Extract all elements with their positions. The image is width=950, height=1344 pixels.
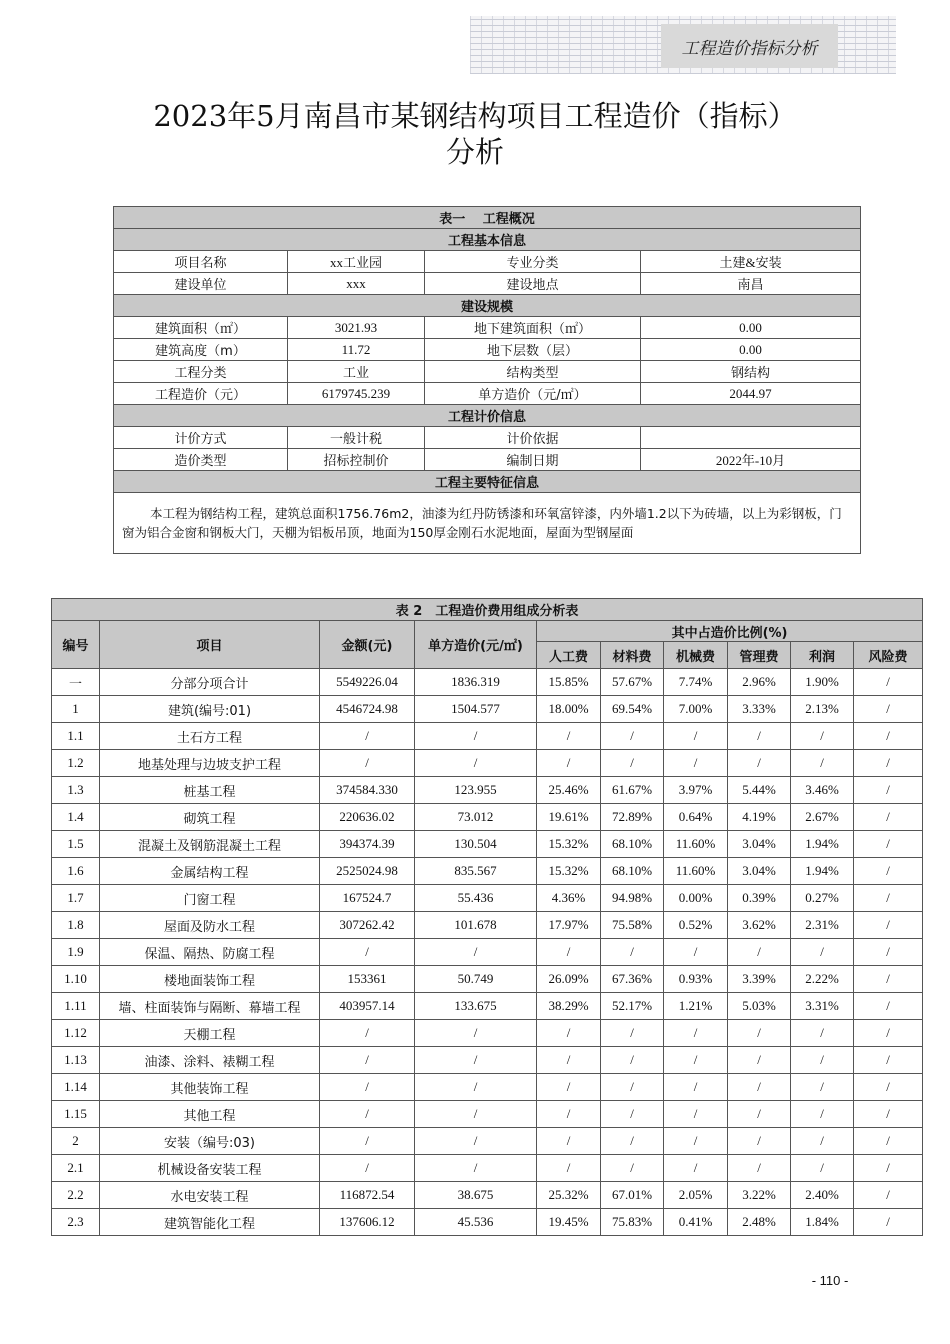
row-labor: 19.45%	[537, 1209, 601, 1236]
row-machine: /	[664, 1074, 728, 1101]
row-material: /	[601, 1155, 664, 1182]
basic-info-value: 南昌	[641, 273, 861, 295]
row-machine: 0.93%	[664, 966, 728, 993]
row-unit-cost: 50.749	[415, 966, 537, 993]
table-row	[52, 993, 923, 1020]
row-amount: /	[320, 1074, 415, 1101]
scale-value: 6179745.239	[288, 383, 425, 405]
row-unit-cost: /	[415, 1047, 537, 1074]
row-material: /	[601, 1128, 664, 1155]
row-no: 1.7	[52, 885, 100, 912]
page-number: - 110 -	[811, 1273, 849, 1288]
row-machine: 0.00%	[664, 885, 728, 912]
row-labor: 15.32%	[537, 831, 601, 858]
row-item: 分部分项合计	[100, 669, 320, 696]
table-row	[114, 339, 861, 361]
row-unit-cost: 1504.577	[415, 696, 537, 723]
row-material: /	[601, 1101, 664, 1128]
features-heading: 工程主要特征信息	[114, 471, 861, 493]
row-item: 水电安装工程	[100, 1182, 320, 1209]
row-labor: /	[537, 1128, 601, 1155]
row-profit: 1.90%	[791, 669, 854, 696]
row-risk: /	[854, 885, 923, 912]
row-amount: 116872.54	[320, 1182, 415, 1209]
row-risk: /	[854, 912, 923, 939]
title-line-1: 2023年5月南昌市某钢结构项目工程造价（指标）	[153, 99, 797, 133]
table-row	[114, 251, 861, 273]
row-profit: /	[791, 1128, 854, 1155]
row-item: 其他装饰工程	[100, 1074, 320, 1101]
row-profit: /	[791, 939, 854, 966]
scale-label: 工程分类	[114, 361, 288, 383]
row-amount: 403957.14	[320, 993, 415, 1020]
row-unit-cost: /	[415, 1101, 537, 1128]
row-profit: /	[791, 723, 854, 750]
row-amount: 394374.39	[320, 831, 415, 858]
row-machine: /	[664, 723, 728, 750]
row-material: 68.10%	[601, 831, 664, 858]
row-unit-cost: /	[415, 1020, 537, 1047]
row-profit: /	[791, 1047, 854, 1074]
row-no: 1.14	[52, 1074, 100, 1101]
row-management: 3.39%	[728, 966, 791, 993]
row-management: /	[728, 1020, 791, 1047]
row-risk: /	[854, 1128, 923, 1155]
row-risk: /	[854, 723, 923, 750]
row-item: 油漆、涂料、裱糊工程	[100, 1047, 320, 1074]
row-risk: /	[854, 777, 923, 804]
pricing-label: 计价依据	[425, 427, 641, 449]
scale-label: 结构类型	[425, 361, 641, 383]
pricing-label: 计价方式	[114, 427, 288, 449]
row-amount: 153361	[320, 966, 415, 993]
row-material: 57.67%	[601, 669, 664, 696]
row-item: 混凝土及钢筋混凝土工程	[100, 831, 320, 858]
row-machine: /	[664, 750, 728, 777]
row-material: 67.01%	[601, 1182, 664, 1209]
row-no: 1.12	[52, 1020, 100, 1047]
header-unit-cost: 单方造价(元/㎡)	[415, 621, 537, 669]
row-risk: /	[854, 858, 923, 885]
row-labor: 15.32%	[537, 858, 601, 885]
row-profit: 2.31%	[791, 912, 854, 939]
table-row	[52, 1101, 923, 1128]
table-row	[52, 1128, 923, 1155]
row-risk: /	[854, 669, 923, 696]
table-row	[52, 696, 923, 723]
row-item: 砌筑工程	[100, 804, 320, 831]
row-unit-cost: 1836.319	[415, 669, 537, 696]
row-material: 75.58%	[601, 912, 664, 939]
row-profit: 2.40%	[791, 1182, 854, 1209]
basic-info-value: xx工业园	[288, 251, 425, 273]
table-row	[52, 1155, 923, 1182]
row-unit-cost: /	[415, 1074, 537, 1101]
basic-info-label: 建设地点	[425, 273, 641, 295]
row-no: 1.13	[52, 1047, 100, 1074]
row-labor: /	[537, 1020, 601, 1047]
row-profit: 0.27%	[791, 885, 854, 912]
row-management: 2.96%	[728, 669, 791, 696]
row-amount: 307262.42	[320, 912, 415, 939]
row-profit: /	[791, 1074, 854, 1101]
header-no: 编号	[52, 621, 100, 669]
row-material: 72.89%	[601, 804, 664, 831]
row-material: 69.54%	[601, 696, 664, 723]
row-unit-cost: 38.675	[415, 1182, 537, 1209]
page-title	[60, 98, 890, 170]
section-label: 工程造价指标分析	[661, 24, 838, 68]
table-row	[52, 966, 923, 993]
table-row	[52, 885, 923, 912]
project-overview-table	[113, 206, 861, 554]
table2-caption: 表 2 工程造价费用组成分析表	[52, 599, 923, 621]
row-labor: 18.00%	[537, 696, 601, 723]
row-risk: /	[854, 831, 923, 858]
row-item: 地基处理与边坡支护工程	[100, 750, 320, 777]
row-item: 屋面及防水工程	[100, 912, 320, 939]
row-amount: 137606.12	[320, 1209, 415, 1236]
row-item: 门窗工程	[100, 885, 320, 912]
row-machine: 11.60%	[664, 831, 728, 858]
pricing-value: 招标控制价	[288, 449, 425, 471]
title-line-2: 分析	[445, 135, 504, 169]
row-machine: 7.74%	[664, 669, 728, 696]
row-management: 2.48%	[728, 1209, 791, 1236]
row-management: 0.39%	[728, 885, 791, 912]
row-material: 52.17%	[601, 993, 664, 1020]
pricing-label: 造价类型	[114, 449, 288, 471]
table-row	[52, 858, 923, 885]
row-profit: /	[791, 1155, 854, 1182]
row-labor: 25.32%	[537, 1182, 601, 1209]
scale-label: 地下层数（层）	[425, 339, 641, 361]
row-amount: /	[320, 1020, 415, 1047]
row-material: 61.67%	[601, 777, 664, 804]
row-no: 1.1	[52, 723, 100, 750]
row-machine: 0.41%	[664, 1209, 728, 1236]
table-row	[114, 383, 861, 405]
scale-value: 11.72	[288, 339, 425, 361]
scale-label: 地下建筑面积（㎡）	[425, 317, 641, 339]
row-profit: /	[791, 1020, 854, 1047]
row-management: 4.19%	[728, 804, 791, 831]
table-row	[52, 1020, 923, 1047]
row-labor: /	[537, 939, 601, 966]
row-no: 2.3	[52, 1209, 100, 1236]
row-management: 3.62%	[728, 912, 791, 939]
row-unit-cost: 55.436	[415, 885, 537, 912]
features-text: 本工程为钢结构工程，建筑总面积1756.76m2，油漆为红丹防锈漆和环氧富锌漆，内外墙1.2以下为砖墙，以上为彩钢板，门窗为铝合金窗和钢板大门，天棚为铝板吊顶，地面为150厚金刚石水泥地面，屋面为型钢屋面	[114, 493, 861, 554]
scale-value: 钢结构	[641, 361, 861, 383]
row-machine: 7.00%	[664, 696, 728, 723]
row-labor: /	[537, 750, 601, 777]
table-row	[52, 723, 923, 750]
row-unit-cost: 133.675	[415, 993, 537, 1020]
row-machine: 11.60%	[664, 858, 728, 885]
scale-label: 建筑面积（㎡）	[114, 317, 288, 339]
scale-label: 建筑高度（m）	[114, 339, 288, 361]
row-management: 3.33%	[728, 696, 791, 723]
row-no: 1.10	[52, 966, 100, 993]
pricing-value: 2022年-10月	[641, 449, 861, 471]
row-no: 1.15	[52, 1101, 100, 1128]
table-row	[114, 361, 861, 383]
table-row	[52, 1209, 923, 1236]
row-machine: 0.52%	[664, 912, 728, 939]
row-management: 3.04%	[728, 831, 791, 858]
header-item: 项目	[100, 621, 320, 669]
row-unit-cost: /	[415, 723, 537, 750]
row-no: 2.1	[52, 1155, 100, 1182]
row-material: 67.36%	[601, 966, 664, 993]
table-row	[52, 1182, 923, 1209]
table-row	[114, 317, 861, 339]
row-unit-cost: 130.504	[415, 831, 537, 858]
row-no: 2.2	[52, 1182, 100, 1209]
row-labor: /	[537, 723, 601, 750]
row-risk: /	[854, 750, 923, 777]
row-machine: 0.64%	[664, 804, 728, 831]
cost-composition-table	[51, 598, 923, 1236]
header-labor: 人工费	[537, 642, 601, 669]
row-management: 5.03%	[728, 993, 791, 1020]
row-management: /	[728, 1101, 791, 1128]
header-amount: 金额(元)	[320, 621, 415, 669]
row-machine: /	[664, 939, 728, 966]
row-risk: /	[854, 1047, 923, 1074]
row-risk: /	[854, 1074, 923, 1101]
row-management: 3.22%	[728, 1182, 791, 1209]
row-management: /	[728, 750, 791, 777]
row-no: 1.9	[52, 939, 100, 966]
row-amount: 4546724.98	[320, 696, 415, 723]
row-risk: /	[854, 1101, 923, 1128]
row-management: /	[728, 1074, 791, 1101]
row-amount: /	[320, 1128, 415, 1155]
row-material: /	[601, 1020, 664, 1047]
row-machine: /	[664, 1155, 728, 1182]
table-row	[52, 939, 923, 966]
row-no: 1.8	[52, 912, 100, 939]
row-unit-cost: 123.955	[415, 777, 537, 804]
row-item: 建筑(编号:01)	[100, 696, 320, 723]
row-labor: 4.36%	[537, 885, 601, 912]
table-row	[52, 1047, 923, 1074]
row-unit-cost: /	[415, 1155, 537, 1182]
row-management: 3.04%	[728, 858, 791, 885]
row-profit: 3.31%	[791, 993, 854, 1020]
row-no: 1	[52, 696, 100, 723]
row-profit: 2.67%	[791, 804, 854, 831]
row-machine: 3.97%	[664, 777, 728, 804]
table-row	[52, 669, 923, 696]
row-unit-cost: 101.678	[415, 912, 537, 939]
table-row	[52, 777, 923, 804]
row-item: 金属结构工程	[100, 858, 320, 885]
row-unit-cost: 835.567	[415, 858, 537, 885]
row-risk: /	[854, 939, 923, 966]
header-material: 材料费	[601, 642, 664, 669]
row-labor: 17.97%	[537, 912, 601, 939]
row-material: 75.83%	[601, 1209, 664, 1236]
row-machine: 2.05%	[664, 1182, 728, 1209]
header-machine: 机械费	[664, 642, 728, 669]
row-no: 1.4	[52, 804, 100, 831]
row-amount: /	[320, 723, 415, 750]
basic-info-label: 专业分类	[425, 251, 641, 273]
table-row	[52, 1074, 923, 1101]
row-unit-cost: /	[415, 750, 537, 777]
table-row	[52, 831, 923, 858]
row-unit-cost: /	[415, 939, 537, 966]
basic-info-label: 建设单位	[114, 273, 288, 295]
row-item: 楼地面装饰工程	[100, 966, 320, 993]
row-no: 1.11	[52, 993, 100, 1020]
row-risk: /	[854, 1209, 923, 1236]
row-profit: 1.94%	[791, 858, 854, 885]
row-labor: /	[537, 1047, 601, 1074]
row-amount: /	[320, 939, 415, 966]
row-item: 天棚工程	[100, 1020, 320, 1047]
row-labor: 26.09%	[537, 966, 601, 993]
row-management: /	[728, 1128, 791, 1155]
table-row	[52, 804, 923, 831]
row-unit-cost: 45.536	[415, 1209, 537, 1236]
row-machine: /	[664, 1101, 728, 1128]
table-row	[52, 912, 923, 939]
row-risk: /	[854, 696, 923, 723]
row-material: /	[601, 750, 664, 777]
row-management: 5.44%	[728, 777, 791, 804]
basic-info-value: 土建&安装	[641, 251, 861, 273]
row-profit: 1.84%	[791, 1209, 854, 1236]
table-row	[52, 750, 923, 777]
row-profit: /	[791, 750, 854, 777]
row-item: 其他工程	[100, 1101, 320, 1128]
row-amount: /	[320, 750, 415, 777]
row-item: 保温、隔热、防腐工程	[100, 939, 320, 966]
row-amount: 167524.7	[320, 885, 415, 912]
scale-value: 0.00	[641, 339, 861, 361]
header-ratio-group: 其中占造价比例(%)	[537, 621, 923, 642]
pricing-value: 一般计税	[288, 427, 425, 449]
row-management: /	[728, 939, 791, 966]
scale-value: 2044.97	[641, 383, 861, 405]
table-row	[114, 427, 861, 449]
row-profit: 1.94%	[791, 831, 854, 858]
basic-info-heading: 工程基本信息	[114, 229, 861, 251]
row-machine: 1.21%	[664, 993, 728, 1020]
row-item: 机械设备安装工程	[100, 1155, 320, 1182]
row-amount: 2525024.98	[320, 858, 415, 885]
basic-info-label: 项目名称	[114, 251, 288, 273]
row-machine: /	[664, 1047, 728, 1074]
pricing-heading: 工程计价信息	[114, 405, 861, 427]
row-item: 建筑智能化工程	[100, 1209, 320, 1236]
row-labor: /	[537, 1155, 601, 1182]
row-management: /	[728, 1155, 791, 1182]
row-risk: /	[854, 966, 923, 993]
scale-value: 0.00	[641, 317, 861, 339]
row-item: 土石方工程	[100, 723, 320, 750]
row-risk: /	[854, 804, 923, 831]
row-amount: 5549226.04	[320, 669, 415, 696]
row-no: 1.6	[52, 858, 100, 885]
row-labor: /	[537, 1074, 601, 1101]
row-risk: /	[854, 1155, 923, 1182]
row-no: 1.3	[52, 777, 100, 804]
row-profit: 3.46%	[791, 777, 854, 804]
row-amount: /	[320, 1047, 415, 1074]
row-no: 1.2	[52, 750, 100, 777]
table1-caption: 表一 工程概况	[114, 207, 861, 229]
row-risk: /	[854, 1182, 923, 1209]
scale-value: 工业	[288, 361, 425, 383]
row-no: 1.5	[52, 831, 100, 858]
row-amount: /	[320, 1101, 415, 1128]
row-amount: 374584.330	[320, 777, 415, 804]
header-management: 管理费	[728, 642, 791, 669]
scale-label: 工程造价（元）	[114, 383, 288, 405]
row-profit: /	[791, 1101, 854, 1128]
row-labor: 38.29%	[537, 993, 601, 1020]
row-risk: /	[854, 993, 923, 1020]
row-profit: 2.22%	[791, 966, 854, 993]
header-risk: 风险费	[854, 642, 923, 669]
row-risk: /	[854, 1020, 923, 1047]
scale-label: 单方造价（元/㎡）	[425, 383, 641, 405]
scale-value: 3021.93	[288, 317, 425, 339]
row-management: /	[728, 723, 791, 750]
row-amount: /	[320, 1155, 415, 1182]
row-item: 桩基工程	[100, 777, 320, 804]
row-management: /	[728, 1047, 791, 1074]
scale-heading: 建设规模	[114, 295, 861, 317]
row-profit: 2.13%	[791, 696, 854, 723]
row-material: /	[601, 1074, 664, 1101]
basic-info-value: xxx	[288, 273, 425, 295]
table-row	[114, 449, 861, 471]
row-labor: 19.61%	[537, 804, 601, 831]
row-item: 墙、柱面装饰与隔断、幕墙工程	[100, 993, 320, 1020]
row-labor: 15.85%	[537, 669, 601, 696]
table-row	[114, 273, 861, 295]
row-machine: /	[664, 1128, 728, 1155]
row-unit-cost: 73.012	[415, 804, 537, 831]
row-item: 安装（编号:03)	[100, 1128, 320, 1155]
row-no: 一	[52, 669, 100, 696]
header-profit: 利润	[791, 642, 854, 669]
row-material: /	[601, 723, 664, 750]
row-machine: /	[664, 1020, 728, 1047]
row-labor: /	[537, 1101, 601, 1128]
row-material: 68.10%	[601, 858, 664, 885]
row-no: 2	[52, 1128, 100, 1155]
pricing-label: 编制日期	[425, 449, 641, 471]
pricing-value	[641, 427, 861, 449]
row-material: 94.98%	[601, 885, 664, 912]
row-amount: 220636.02	[320, 804, 415, 831]
row-material: /	[601, 939, 664, 966]
row-labor: 25.46%	[537, 777, 601, 804]
row-unit-cost: /	[415, 1128, 537, 1155]
row-material: /	[601, 1047, 664, 1074]
